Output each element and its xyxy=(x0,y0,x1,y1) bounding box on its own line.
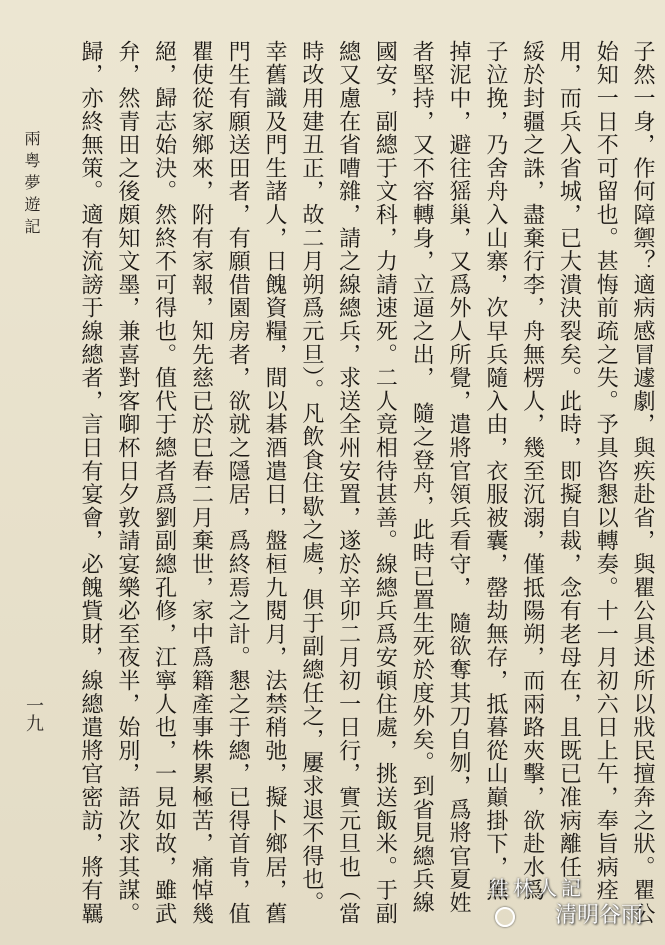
text-column: 時改用建丑正，故二月朔爲元旦）。凡飲食住歇之處，俱于副總任之，屢求退不得也。 xyxy=(298,40,324,915)
text-column: 歸，亦終無策。適有流謗于線總者，言日有宴會，必餽貲財，線總遣將官密訪，將有羈 xyxy=(78,40,104,926)
text-column: 國安，副總于文科，力請速死。二人竟相待甚善。線總兵爲安頓住處，挑送飯米。于副 xyxy=(372,40,398,926)
text-column: 總又慮在省嘈雜，請之線總兵，求送全州安置，遂於辛卯二月初一日行，實元旦也（當 xyxy=(335,40,361,926)
text-column: 瞿使從家鄉來，附有家報，知先慈已於巳春二月棄世，家中爲籍產事株累極苦，痛悼幾 xyxy=(188,40,214,926)
text-column: 絕，歸志始決。然終不可得也。值代于總者爲劉副總孔修，江寧人也，一見如故，雖武 xyxy=(151,40,177,926)
text-column: 掉泥中，避往猺巢，又爲外人所覺，遣將官領兵看守， 隨欲奪其刀自刎，爲將官夏姓 xyxy=(446,40,472,915)
text-column: 綏於封疆之誅，盡棄行李，舟無楞人，幾至沉溺，僅抵陽朔，而兩路夾擊，欲赴水爲 xyxy=(519,40,545,903)
text-column: 用，而兵入省城，已大潰決裂矣。此時，即擬自裁，念有老母在，且既已准病離任， xyxy=(556,40,582,903)
text-column: 者堅持，又不容轉身，立逼之出， 隨之登舟，此時已置生死於度外矣。到省見總兵線 xyxy=(409,40,435,915)
text-column: 始知一日不可留也。甚悔前疏之失。予具咨懇以轉奏。十一月初六日上午，奉旨病痊 xyxy=(593,40,619,903)
text-column: 幸舊識及門生諸人，日餽資糧，間以碁酒遣日，盤桓九閱月，法禁稍弛，擬卜鄉居，舊 xyxy=(262,40,288,926)
text-column: 弁，然青田之後頗知文墨，兼喜對客啣杯日夕敦請宴樂必至夜半，始別，語次求其謀。 xyxy=(114,40,140,926)
running-head-book-title: 兩粤夢遊記 xyxy=(22,130,41,240)
text-column: 子泣挽，乃舍舟入山寨，次早兵隨入由，衣服被囊，罄劫無存，抵暮從山巔掛下，黑 xyxy=(482,40,508,903)
text-column: 門生有願送田者，有願借園房者，欲就之隱居，爲終焉之計。懇之于總，已得首肯，值 xyxy=(225,40,251,926)
page-number: 一九 xyxy=(23,696,44,732)
watermark-icon xyxy=(495,907,515,927)
watermark-name: 清明谷雨 xyxy=(554,903,643,928)
watermark-stamp: 徃林人記 xyxy=(489,876,585,900)
text-column: 子然一身，作何障禦？適病感冒遽劇，與疾赴省，與瞿公具述所以戕民擅奔之狀。瞿公 xyxy=(630,40,655,926)
